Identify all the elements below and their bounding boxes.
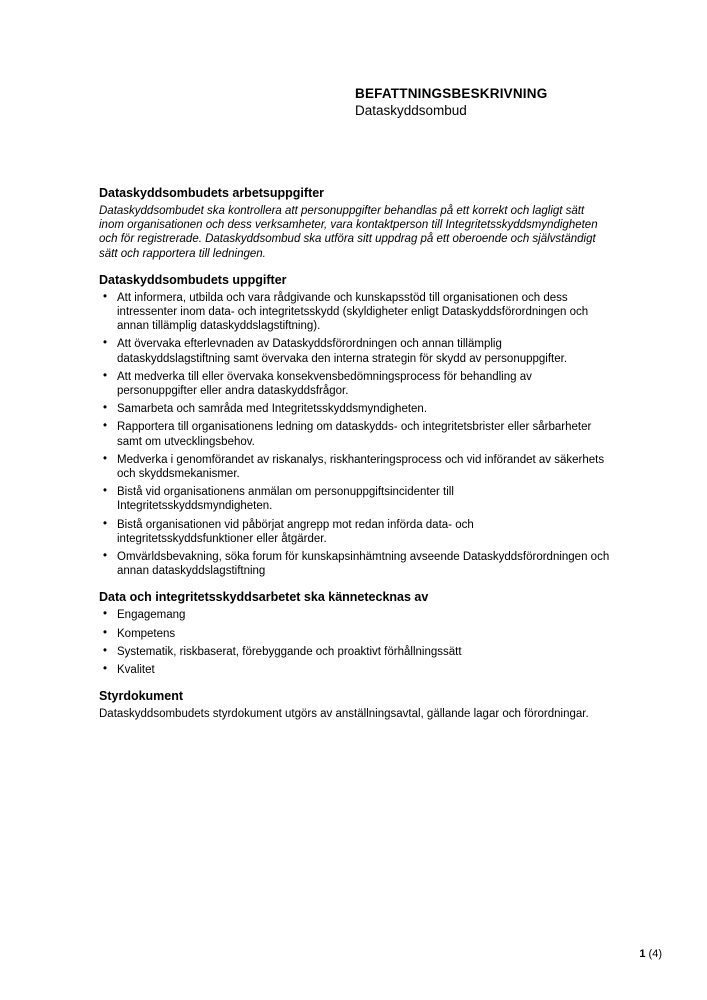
bullet-icon: • (103, 337, 108, 350)
bullet-icon: • (103, 517, 108, 530)
bullet-icon: • (103, 663, 108, 676)
document-subtitle: Dataskyddsombud (355, 103, 467, 118)
list-item (99, 370, 612, 398)
list-item-text: Systematik, riskbaserat, förebyggande och proaktivt förhållningssätt (117, 645, 462, 658)
list-item (99, 550, 612, 578)
list-item-text: Bistå vid organisationens anmälan om personuppgiftsincidenter till Integritetsskyddsmyndigheten. (117, 486, 454, 513)
page-number-current: 1 (639, 948, 646, 960)
list-item (99, 645, 612, 659)
section-heading: Data och integritetsskyddsarbetet ska kännetecknas av (99, 590, 429, 605)
bullet-icon: • (103, 608, 108, 621)
list-item-text: Samarbeta och samråda med Integritetsskyddsmyndigheten. (117, 403, 428, 416)
list-item (99, 337, 612, 365)
bullet-list (99, 608, 612, 677)
bullet-icon: • (103, 550, 108, 563)
list-item-text: Bistå organisationen vid påbörjat angrepp mot redan införda data- och integritetsskyddsfunktioner eller åtgärder. (117, 518, 474, 545)
section-arbetsuppgifter (99, 186, 612, 261)
page-number-total: (4) (648, 948, 662, 960)
list-item (99, 663, 612, 677)
bullet-icon: • (103, 402, 108, 415)
section-heading: Styrdokument (99, 689, 184, 704)
list-item-text: Att övervaka efterlevnaden av Dataskyddsförordningen och annan tillämplig dataskyddslagstiftning samt övervaka den interna strategin för skydd av personuppgifter. (117, 338, 568, 365)
bullet-icon: • (103, 452, 108, 465)
document-body (99, 186, 612, 721)
list-item (99, 608, 612, 622)
list-item-text: Engagemang (117, 609, 186, 622)
list-item (99, 518, 612, 546)
section-kannetecken (99, 590, 612, 677)
list-item (99, 627, 612, 641)
list-item-text: Att informera, utbilda och vara rådgivande och kunskapsstöd till organisationen och dess intressenter inom data- och integritetsskydd (skyldigheter enligt Dataskyddsförordningen och annan tillämplig dataskyddslagstiftning). (117, 291, 589, 333)
bullet-icon: • (103, 644, 108, 657)
bullet-icon: • (103, 626, 108, 639)
bullet-list (99, 291, 612, 579)
section-paragraph: Dataskyddsombudet ska kontrollera att personuppgifter behandlas på ett korrekt och lagligt sätt inom organisationen och dess verksamheter, vara kontaktperson till Integritetsskyddsmyndigheten och för registrerade. Dataskyddsombud ska utföra sitt uppdrag på ett oberoende och självständigt sätt och rapportera till ledningen. (99, 205, 598, 260)
bullet-icon: • (103, 485, 108, 498)
document-title: BEFATTNINGSBESKRIVNING (355, 86, 548, 101)
list-item (99, 291, 612, 334)
list-item-text: Kvalitet (117, 664, 155, 677)
section-styrdokument (99, 689, 612, 721)
document-header (355, 85, 547, 119)
list-item (99, 453, 612, 481)
list-item (99, 402, 612, 416)
list-item-text: Omvärldsbevakning, söka forum för kunskapsinhämtning avseende Dataskyddsförordningen och annan dataskyddslagstiftning (117, 551, 610, 578)
section-heading: Dataskyddsombudets arbetsuppgifter (99, 186, 325, 200)
page-number (639, 948, 662, 961)
list-item-text: Att medverka till eller övervaka konsekvensbedömningsprocess för behandling av personuppgifter eller andra dataskyddsfrågor. (117, 370, 532, 398)
bullet-icon: • (103, 420, 108, 433)
section-uppgifter (99, 273, 612, 579)
bullet-icon: • (103, 290, 108, 303)
list-item (99, 420, 612, 448)
list-item-text: Kompetens (117, 627, 176, 640)
list-item-text: Rapportera till organisationens ledning om dataskydds- och integritetsbrister eller sårbarheter samt om utvecklingsbehov. (117, 421, 592, 448)
section-heading: Dataskyddsombudets uppgifter (99, 272, 287, 287)
bullet-icon: • (103, 369, 108, 382)
section-paragraph: Dataskyddsombudets styrdokument utgörs av anställningsavtal, gällande lagar och förordningar. (99, 708, 589, 721)
list-item-text: Medverka i genomförandet av riskanalys, riskhanteringsprocess och vid införandet av säkerhets och skyddsmekanismer. (117, 453, 605, 481)
list-item (99, 485, 612, 513)
